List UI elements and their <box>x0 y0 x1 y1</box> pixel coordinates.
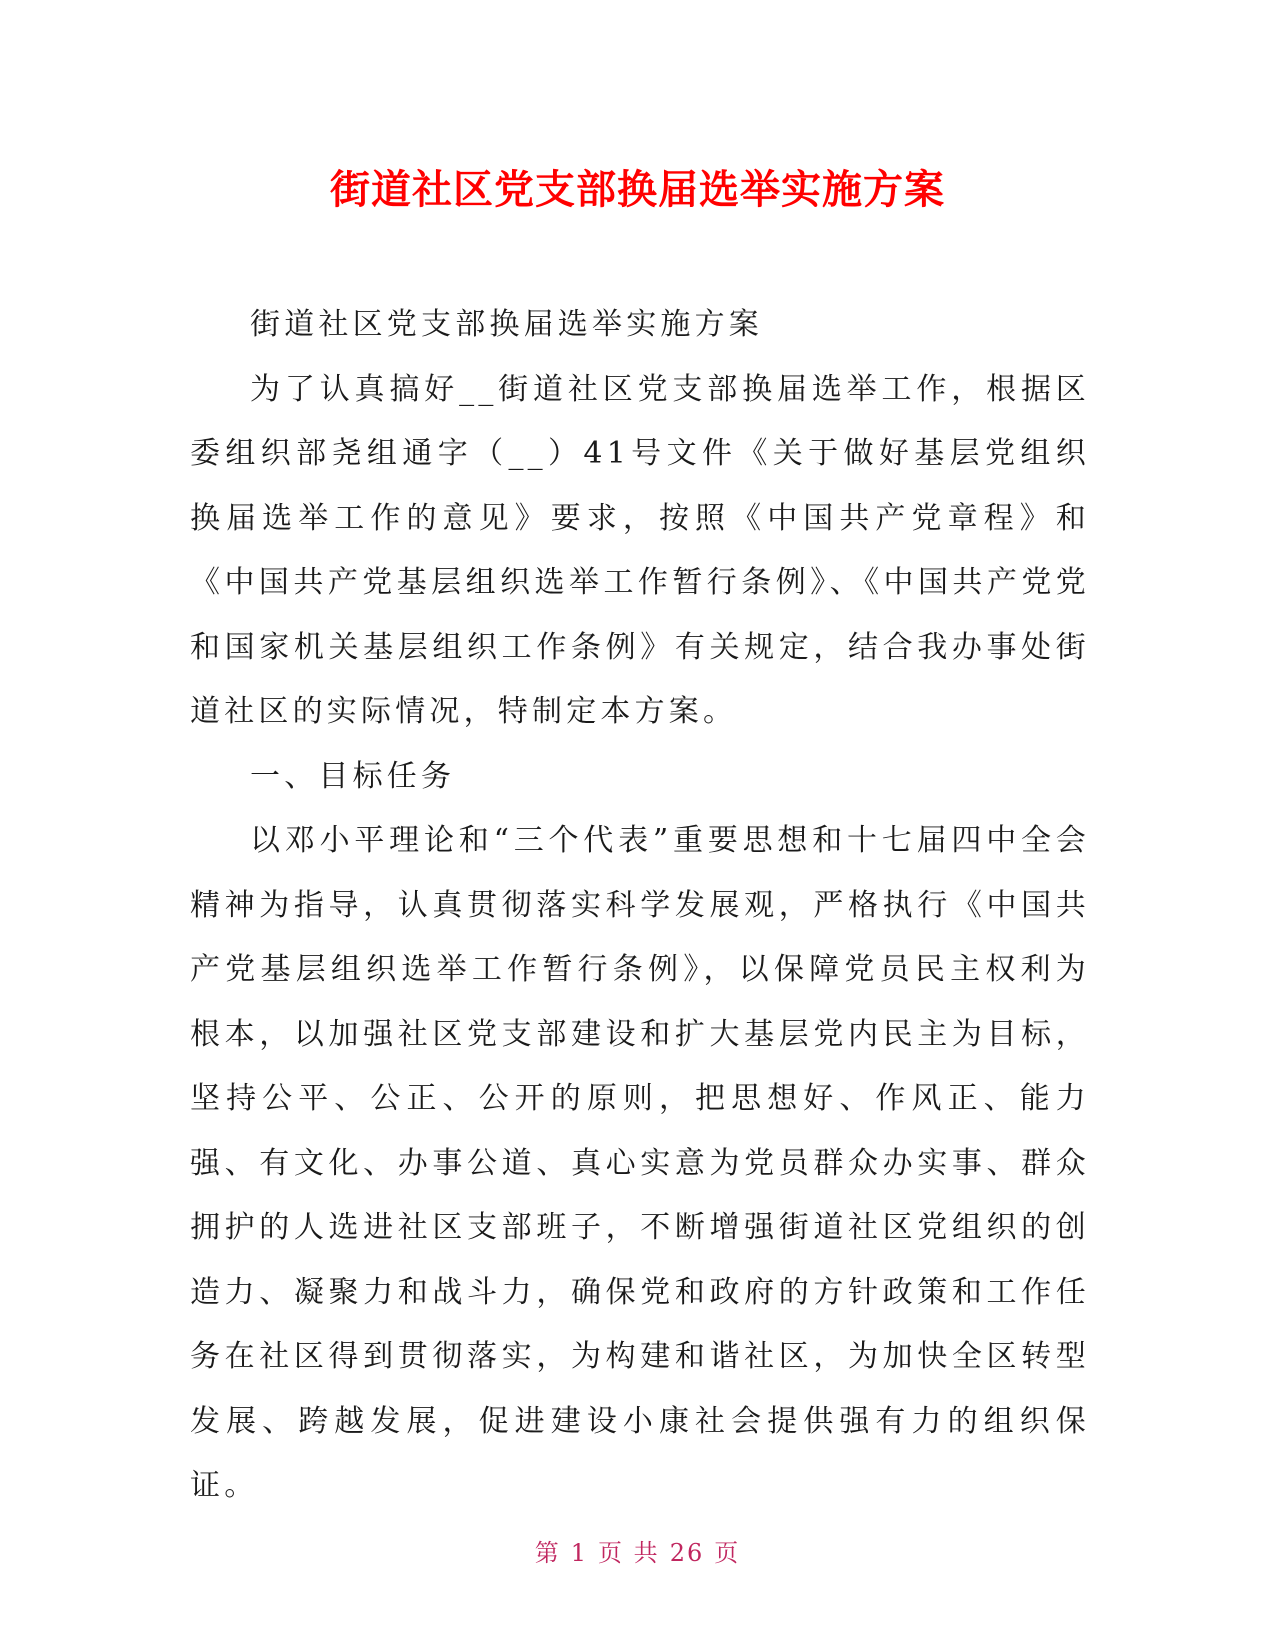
body-paragraph-goals: 以邓小平理论和“三个代表”重要思想和十七届四中全会精神为指导，认真贯彻落实科学发展观，严格执行《中国共产党基层组织选举工作暂行条例》，以保障党员民主权利为根本，以加强社区党支部建设和扩大基层党内民主为目标，坚持公平、公正、公开的原则，把思想好、作风正、能力强、有文化、办事公道、真心实意为党员群众办实事、群众拥护的人选进社区支部班子，不断增强街道社区党组织的创造力、凝聚力和战斗力，确保党和政府的方针政策和工作任务在社区得到贯彻落实，为构建和谐社区，为加快全区转型发展、跨越发展，促进建设小康社会提供强有力的组织保证。 <box>190 823 1090 1503</box>
footer-prefix: 第 <box>534 1539 561 1567</box>
footer-current-page: 1 <box>570 1539 589 1567</box>
footer-suffix: 页 <box>714 1539 741 1567</box>
document-title: 街道社区党支部换届选举实施方案 <box>330 167 945 213</box>
section-heading-goals: 一、目标任务 <box>250 758 456 794</box>
footer-total-pages: 26 <box>669 1539 705 1567</box>
page-number-footer <box>0 1535 1275 1571</box>
footer-middle: 页 共 <box>598 1539 660 1567</box>
body-paragraph-heading: 街道社区党支部换届选举实施方案 <box>250 307 763 342</box>
body-paragraph-intro: 为了认真搞好__街道社区党支部换届选举工作，根据区委组织部尧组通字（__）41号文件《关于做好基层党组织换届选举工作的意见》要求，按照《中国共产党章程》和《中国共产党基层组织选举工作暂行条例》、《中国共产党党和国家机关基层组织工作条例》有关规定，结合我办事处街道社区的实际情况，特制定本方案。 <box>190 371 1090 729</box>
document-body <box>190 293 1090 1519</box>
